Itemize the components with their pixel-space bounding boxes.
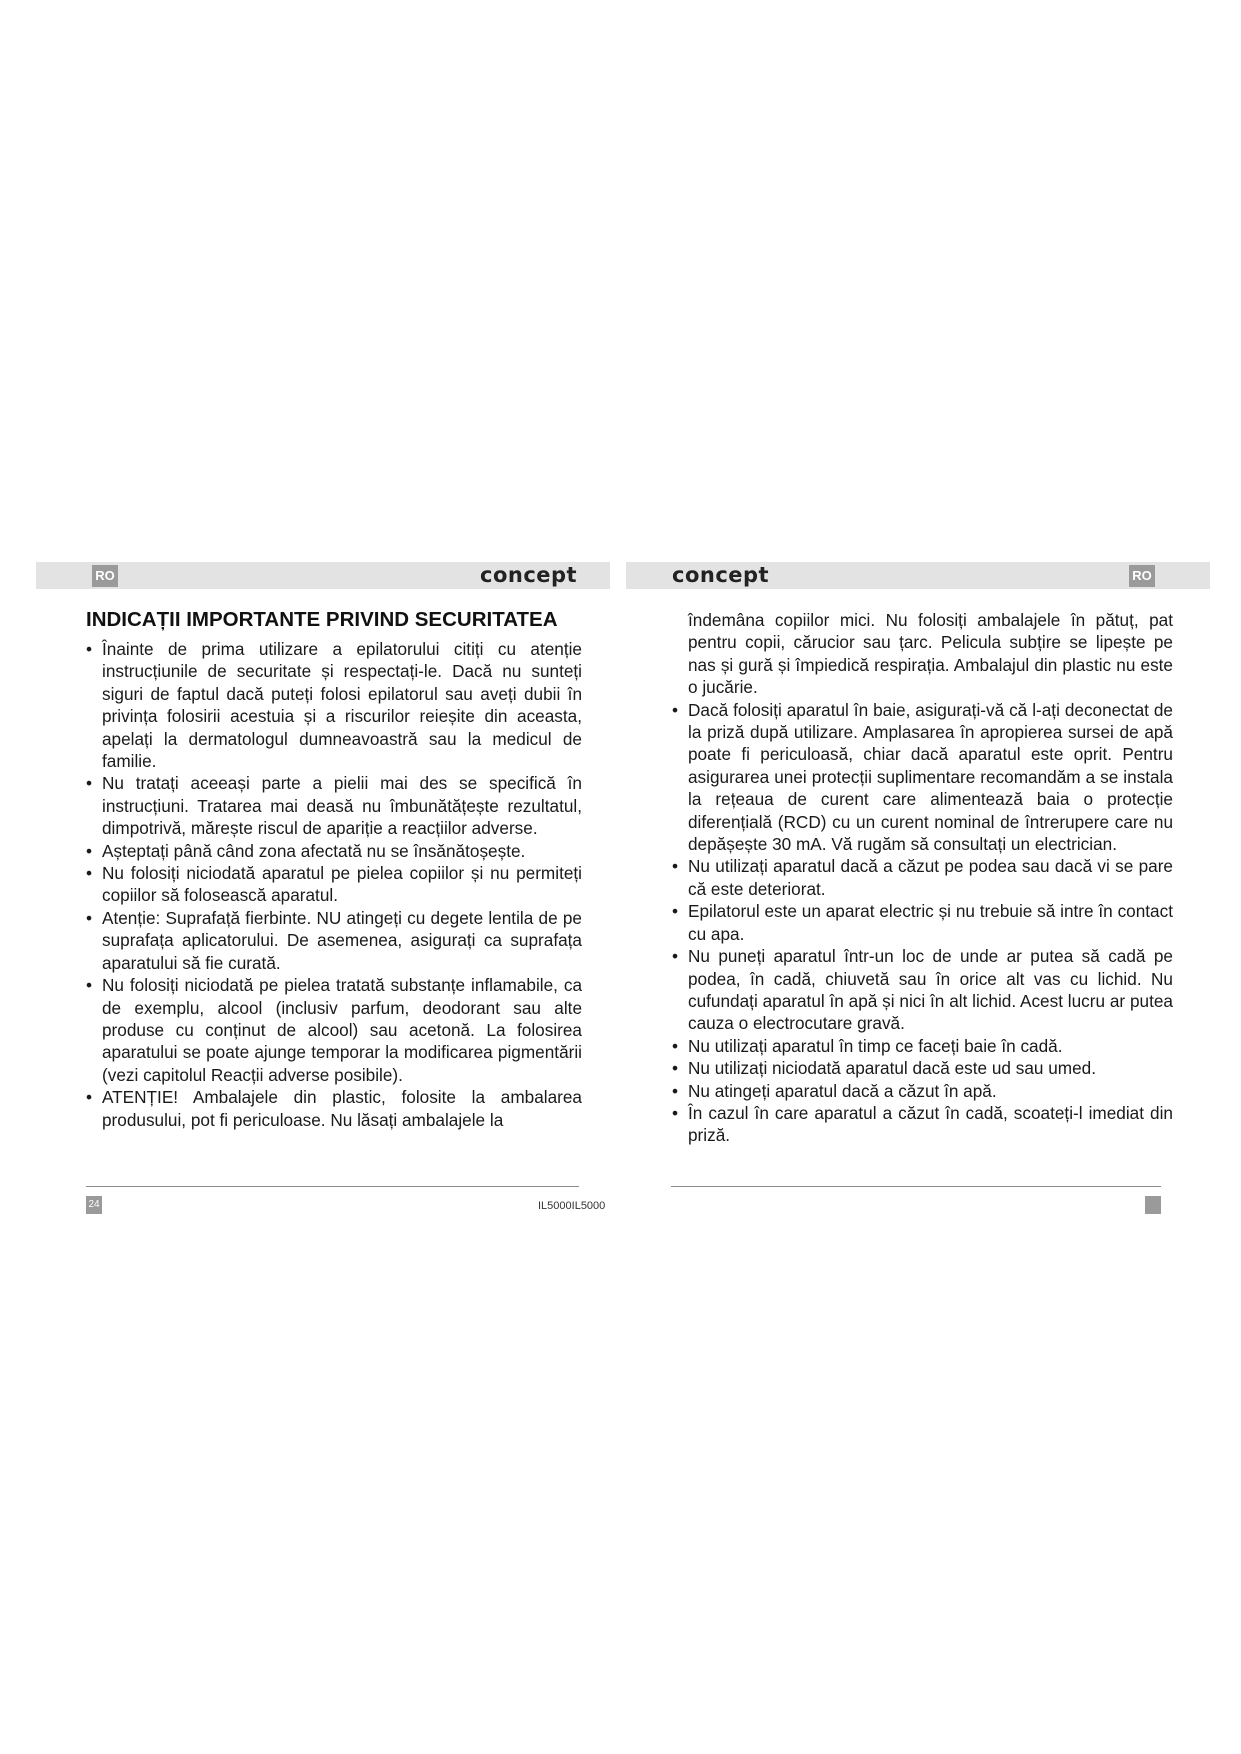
model-code: IL5000IL5000 (538, 1200, 606, 1212)
page-number-right (1145, 1196, 1161, 1214)
safety-item: • Nu tratați aceeași parte a pielii mai des se specifică în instrucțiuni. Tratarea mai deasă nu îmbunătățește rezultatul, dimpotrivă, mărește riscul de apariție a reacțiilor adverse. (86, 772, 582, 839)
safety-item: • ATENȚIE! Ambalajele din plastic, folosite la ambalarea produsului, pot fi periculoase. Nu lăsați ambalajele la (86, 1086, 582, 1131)
safety-item: • Atenție: Suprafață fierbinte. NU atingeți cu degete lentila de pe suprafața aplicatorului. De asemenea, asigurați ca suprafața aparatului să fie curată. (86, 907, 582, 974)
left-safety-list (86, 638, 582, 1131)
safety-item: • Epilatorul este un aparat electric și nu trebuie să intre în contact cu apa. (672, 900, 1173, 945)
safety-item: • Dacă folosiți aparatul în baie, asigurați-vă că l-ați deconectat de la priză după utilizare. Amplasarea în apropierea sursei de apă poate fi periculoasă, chiar dacă aparatul este oprit. Pentru asigurarea unei protecții suplimentare recomandăm a se instala la rețeaua de curent care alimentează baia o protecție diferențială (RCD) cu un curent nominal de întrerupere care nu depășește 30 mA. Vă rugăm să consultați un electrician. (672, 699, 1173, 856)
safety-item: • Așteptați până când zona afectată nu se însănătoșește. (86, 840, 582, 862)
language-badge-right: RO (1129, 565, 1155, 587)
safety-item: îndemâna copiilor mici. Nu folosiți ambalajele în pătuț, pat pentru copii, cărucior sau țarc. Pelicula subțire se lipește pe nas și gură și împiedică respirația. Ambalajul din plastic nu este o jucărie. (688, 610, 1173, 698)
safety-item: • Nu atingeți aparatul dacă a căzut în apă. (672, 1080, 1173, 1102)
section-title: INDICAȚII IMPORTANTE PRIVIND SECURITATEA (86, 608, 558, 631)
safety-item: • Nu puneți aparatul într-un loc de unde ar putea să cadă pe podea, în cadă, chiuvetă sau în orice alt vas cu lichid. Nu cufundați aparatul în apă și nici în alt lichid. Acest lucru ar putea cauza o electrocutare gravă. (672, 945, 1173, 1035)
safety-item: • Nu utilizați aparatul în timp ce faceți baie în cadă. (672, 1035, 1173, 1057)
safety-item: • Nu utilizați niciodată aparatul dacă este ud sau umed. (672, 1057, 1173, 1079)
safety-item: • Nu utilizați aparatul dacă a căzut pe podea sau dacă vi se pare că este deteriorat. (672, 855, 1173, 900)
page-number-left: 24 (86, 1196, 102, 1214)
safety-item: • În cazul în care aparatul a căzut în cadă, scoateți-l imediat din priză. (672, 1102, 1173, 1147)
brand-logo-left: concept (480, 563, 578, 587)
safety-item: • Înainte de prima utilizare a epilatorului citiți cu atenție instrucțiunile de securitate și respectați-le. Dacă nu sunteți siguri de faptul dacă puteți folosi epilatorul sau aveți dubii în privința folosirii acestuia și a riscurilor reieșite din aceasta, apelați la dermatologul dumneavoastră sau la medicul de familie. (86, 638, 582, 772)
footer-rule-left (86, 1186, 579, 1187)
right-safety-list (672, 609, 1173, 1147)
brand-logo-right: concept (672, 563, 770, 587)
safety-item: • Nu folosiți niciodată pe pielea tratată substanțe inflamabile, ca de exemplu, alcool (inclusiv parfum, deodorant sau alte produse cu conținut de alcool) sau acetonă. La folosirea aparatului se poate ajunge temporar la modificarea pigmentării (vezi capitolul Reacții adverse posibile). (86, 974, 582, 1086)
safety-item: • Nu folosiți niciodată aparatul pe pielea copiilor și nu permiteți copiilor să folosească aparatul. (86, 862, 582, 907)
footer-rule-right (671, 1186, 1161, 1187)
language-badge-left: RO (92, 565, 118, 587)
